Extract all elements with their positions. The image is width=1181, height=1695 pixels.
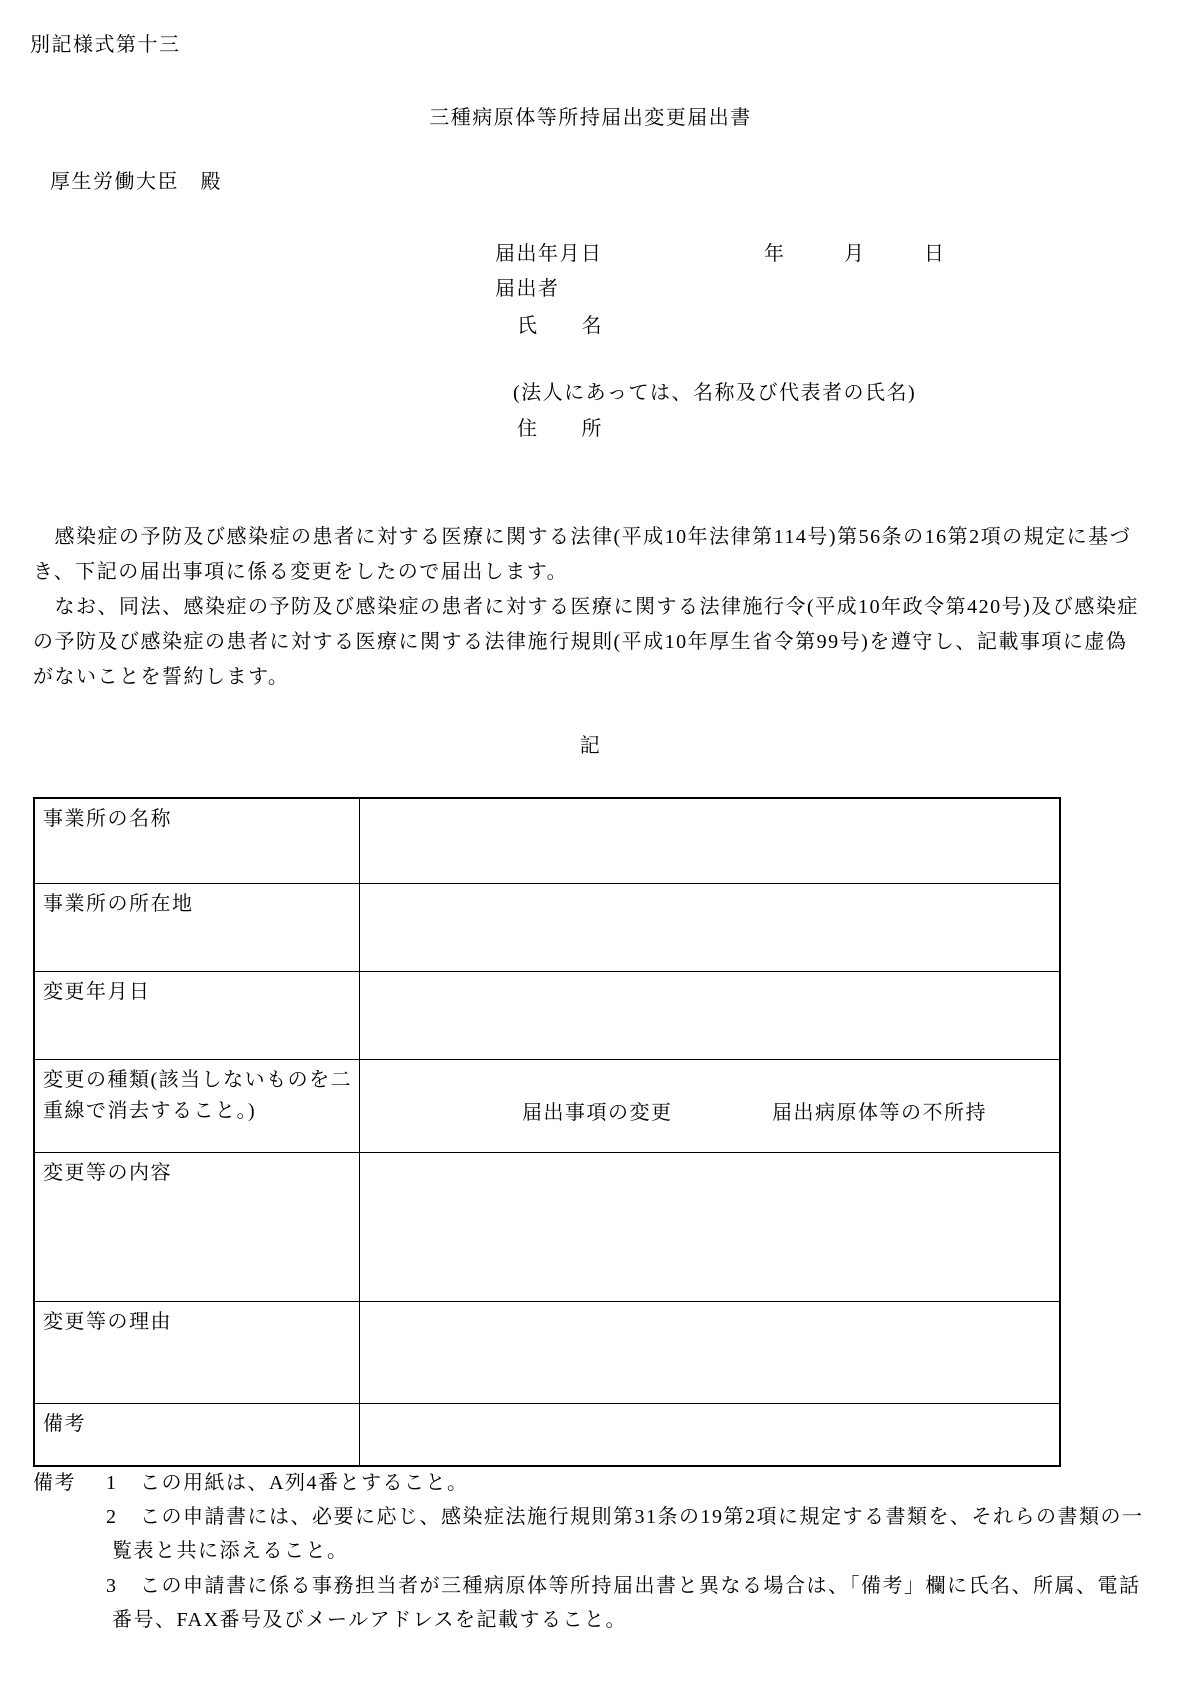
office-name-label: 事業所の名称: [35, 799, 360, 883]
body-paragraph: [33, 520, 1163, 695]
table-row-change-type: [35, 1060, 1059, 1153]
address-label: 住 所: [517, 418, 603, 440]
table-row-office-name: [35, 799, 1059, 884]
filing-date-label: 届出年月日: [495, 243, 603, 265]
month-label: 月: [844, 243, 866, 265]
office-address-input-cell[interactable]: [360, 884, 1059, 971]
change-content-input-cell[interactable]: [360, 1153, 1059, 1301]
page-title: 三種病原体等所持届出変更届出書: [429, 107, 752, 129]
paragraph-line: なお、同法、感染症の予防及び感染症の患者に対する医療に関する法律施行令(平成10年政令第420号)及び感染症: [33, 596, 1139, 618]
note-3-text-line-2: 番号、FAX番号及びメールアドレスを記載すること。: [112, 1609, 628, 1631]
note-1-number: 1: [106, 1472, 118, 1494]
change-reason-label: 変更等の理由: [35, 1302, 360, 1403]
corporate-note: (法人にあっては、名称及び代表者の氏名): [513, 382, 917, 404]
change-type-option-no-possession: 届出病原体等の不所持: [772, 1102, 987, 1124]
remarks-label: 備考: [35, 1404, 360, 1465]
table-row-remarks: [35, 1404, 1059, 1465]
notifier-label: 届出者: [495, 278, 560, 300]
change-date-input-cell[interactable]: [360, 972, 1059, 1059]
change-date-label: 変更年月日: [35, 972, 360, 1059]
notes-heading: 備考: [33, 1472, 76, 1494]
remarks-input-cell[interactable]: [360, 1404, 1059, 1465]
change-type-label: 変更の種類(該当しないものを二重線で消去すること。): [35, 1060, 360, 1152]
table-row-change-reason: [35, 1302, 1059, 1404]
office-address-label: 事業所の所在地: [35, 884, 360, 971]
note-3-number: 3: [106, 1575, 118, 1597]
details-table: [33, 797, 1061, 1467]
note-1-text: この用紙は、A列4番とすること。: [140, 1472, 469, 1494]
paragraph-line: の予防及び感染症の患者に対する医療に関する法律施行規則(平成10年厚生省令第99号)を遵守し、記載事項に虚偽: [33, 631, 1128, 653]
ki-heading: 記: [579, 735, 602, 757]
form-number: 別記様式第十三: [30, 34, 181, 56]
paragraph-line: 感染症の予防及び感染症の患者に対する医療に関する法律(平成10年法律第114号)第56条の16第2項の規定に基づ: [33, 526, 1132, 548]
note-2-text-line-1: この申請書には、必要に応じ、感染症法施行規則第31条の19第2項に規定する書類を、それらの書類の一: [140, 1506, 1144, 1528]
year-label: 年: [764, 243, 786, 265]
paragraph-line: き、下記の届出事項に係る変更をしたので届出します。: [33, 561, 569, 583]
table-row-office-address: [35, 884, 1059, 972]
addressee: 厚生労働大臣 殿: [50, 171, 222, 193]
paragraph-line: がないことを誓約します。: [33, 666, 290, 688]
change-content-label: 変更等の内容: [35, 1153, 360, 1301]
office-name-input-cell[interactable]: [360, 799, 1059, 883]
change-type-option-notified-matters: 届出事項の変更: [522, 1102, 673, 1124]
table-row-change-date: [35, 972, 1059, 1060]
name-label: 氏 名: [517, 315, 603, 337]
change-type-options-cell: [360, 1060, 1059, 1152]
note-2-text-line-2: 覧表と共に添えること。: [112, 1540, 349, 1562]
day-label: 日: [924, 243, 946, 265]
note-3-text-line-1: この申請書に係る事務担当者が三種病原体等所持届出書と異なる場合は、「備考」欄に氏名、所属、電話: [140, 1575, 1141, 1597]
table-row-change-content: [35, 1153, 1059, 1302]
change-reason-input-cell[interactable]: [360, 1302, 1059, 1403]
note-2-number: 2: [106, 1506, 118, 1528]
